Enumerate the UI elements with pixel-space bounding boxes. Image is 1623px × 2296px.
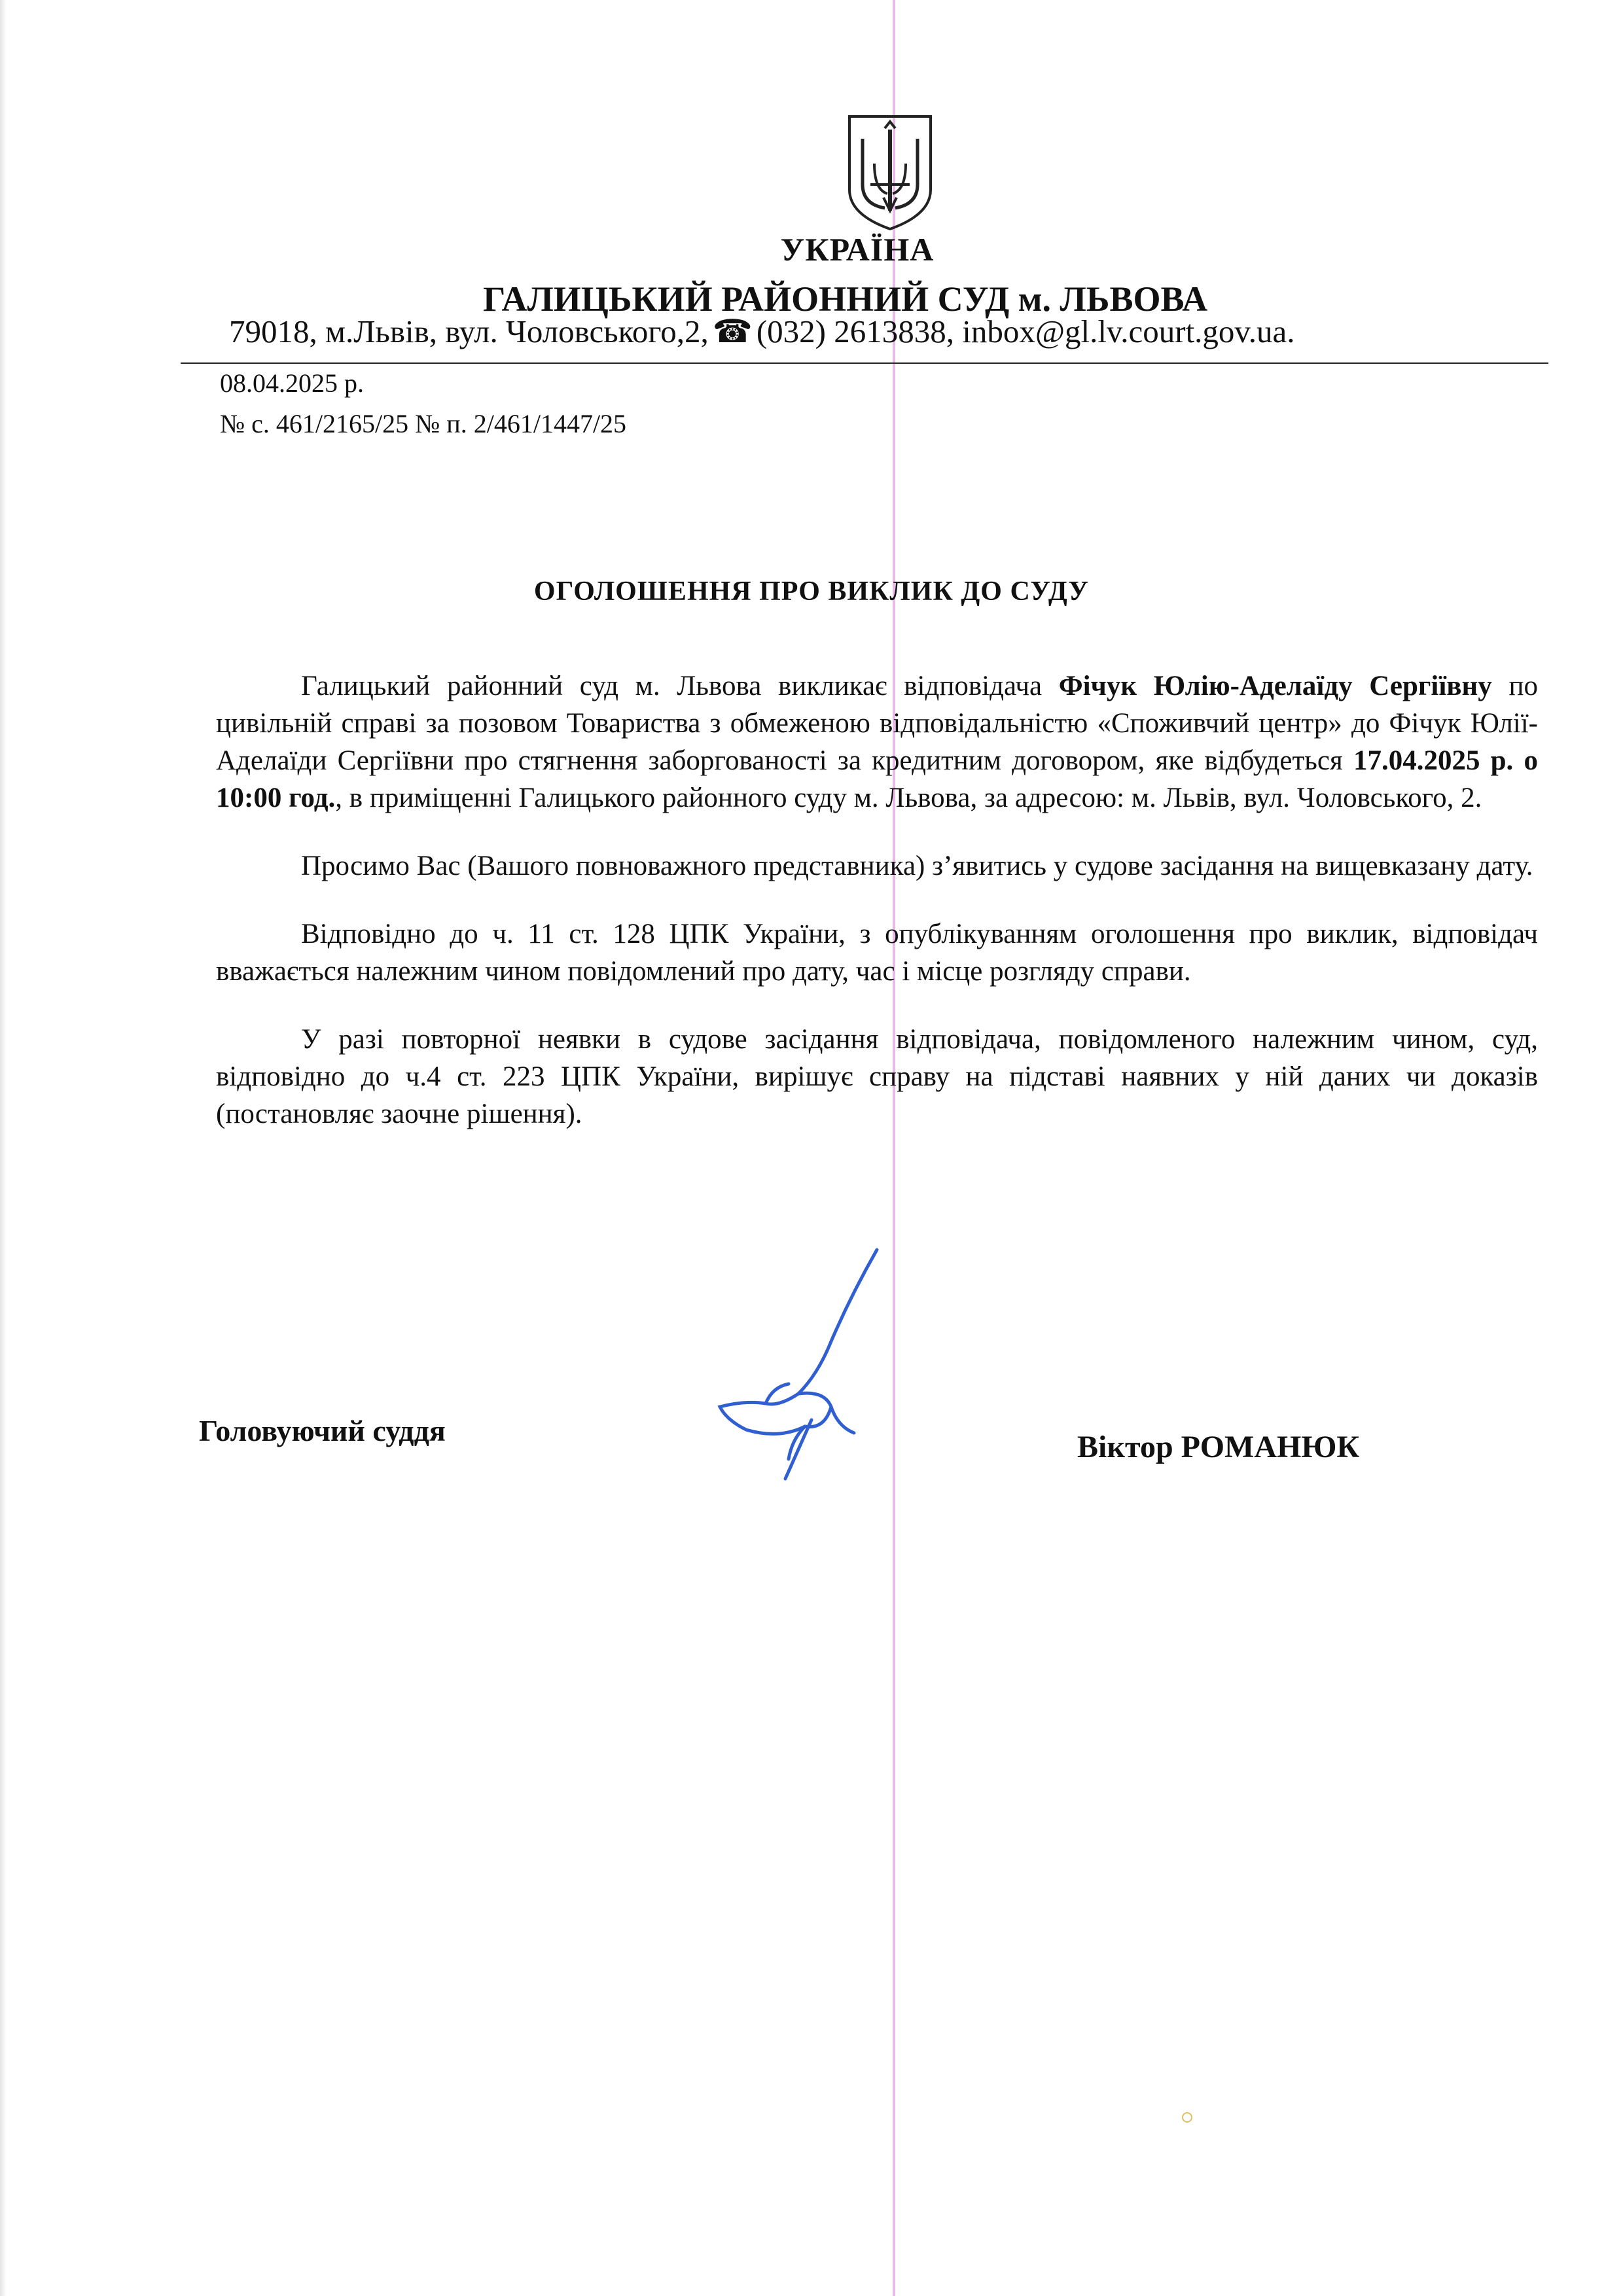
court-address: 79018, м.Львів, вул. Чоловського,2,	[229, 313, 709, 349]
scan-speck	[1182, 2112, 1192, 2123]
telephone-icon: ☎	[712, 313, 753, 349]
hearing-datetime: 17.04.2025 р. о 10:00 год.	[216, 745, 1538, 813]
scan-page-edge	[0, 0, 7, 2296]
document-title: ОГОЛОШЕННЯ ПРО ВИКЛИК ДО СУДУ	[533, 576, 1090, 607]
header-divider	[181, 362, 1548, 364]
paragraph-request: Просимо Вас (Вашого повноважного представника) з’явитись у судове засідання на вищевказану дату.	[301, 851, 1533, 881]
court-contacts	[229, 313, 1295, 350]
court-name-heading: ГАЛИЦЬКИЙ РАЙОННИЙ СУД м. ЛЬВОВА	[483, 279, 1208, 319]
court-phone: (032) 2613838	[756, 313, 946, 349]
paragraph-summons: Галицький районний суд м. Львова викликає відповідача Фічук Юлію-Аделаїду Сергіївну по цивільній справі за позовом Товариства з обмеженою відповідальністю «Споживчий центр» до Фічук Юлії-Аделаїди Сергіївни про стягнення заборгованості за кредитним договором, яке відбудеться 17.04.2025 р. о 10:00 год., в приміщенні Галицького районного суду м. Львова, за адресою: м. Львів, вул. Чоловського, 2.	[216, 671, 1538, 813]
notice-body	[216, 667, 1538, 1163]
handwritten-signature	[707, 1243, 890, 1492]
defendant-name: Фічук Юлію-Аделаїду Сергіївну	[1058, 671, 1492, 701]
judge-role: Головуючий суддя	[199, 1414, 446, 1447]
paragraph-legal-basis: Відповідно до ч. 11 ст. 128 ЦПК України, з опублікуванням оголошення про виклик, відповідач вважається належним чином повідомлений про дату, час і місце розгляду справи.	[216, 919, 1538, 987]
court-email: , inbox@gl.lv.court.gov.ua.	[946, 313, 1295, 349]
judge-name: Віктор РОМАНЮК	[1077, 1430, 1360, 1464]
paragraph-default-judgment: У разі повторної неявки в судове засідання відповідача, повідомленого належним чином, суд, відповідно до ч.4 ст. 223 ЦПК України, вирішує справу на підставі наявних у ній даних чи доказів (постановляє заочне рішення).	[216, 1024, 1538, 1129]
document-date: 08.04.2025 р.	[220, 368, 364, 398]
country-heading: УКРАЇНА	[780, 231, 935, 268]
trident-coat-of-arms-icon	[844, 113, 936, 232]
case-numbers: № с. 461/2165/25 № п. 2/461/1447/25	[220, 409, 627, 438]
